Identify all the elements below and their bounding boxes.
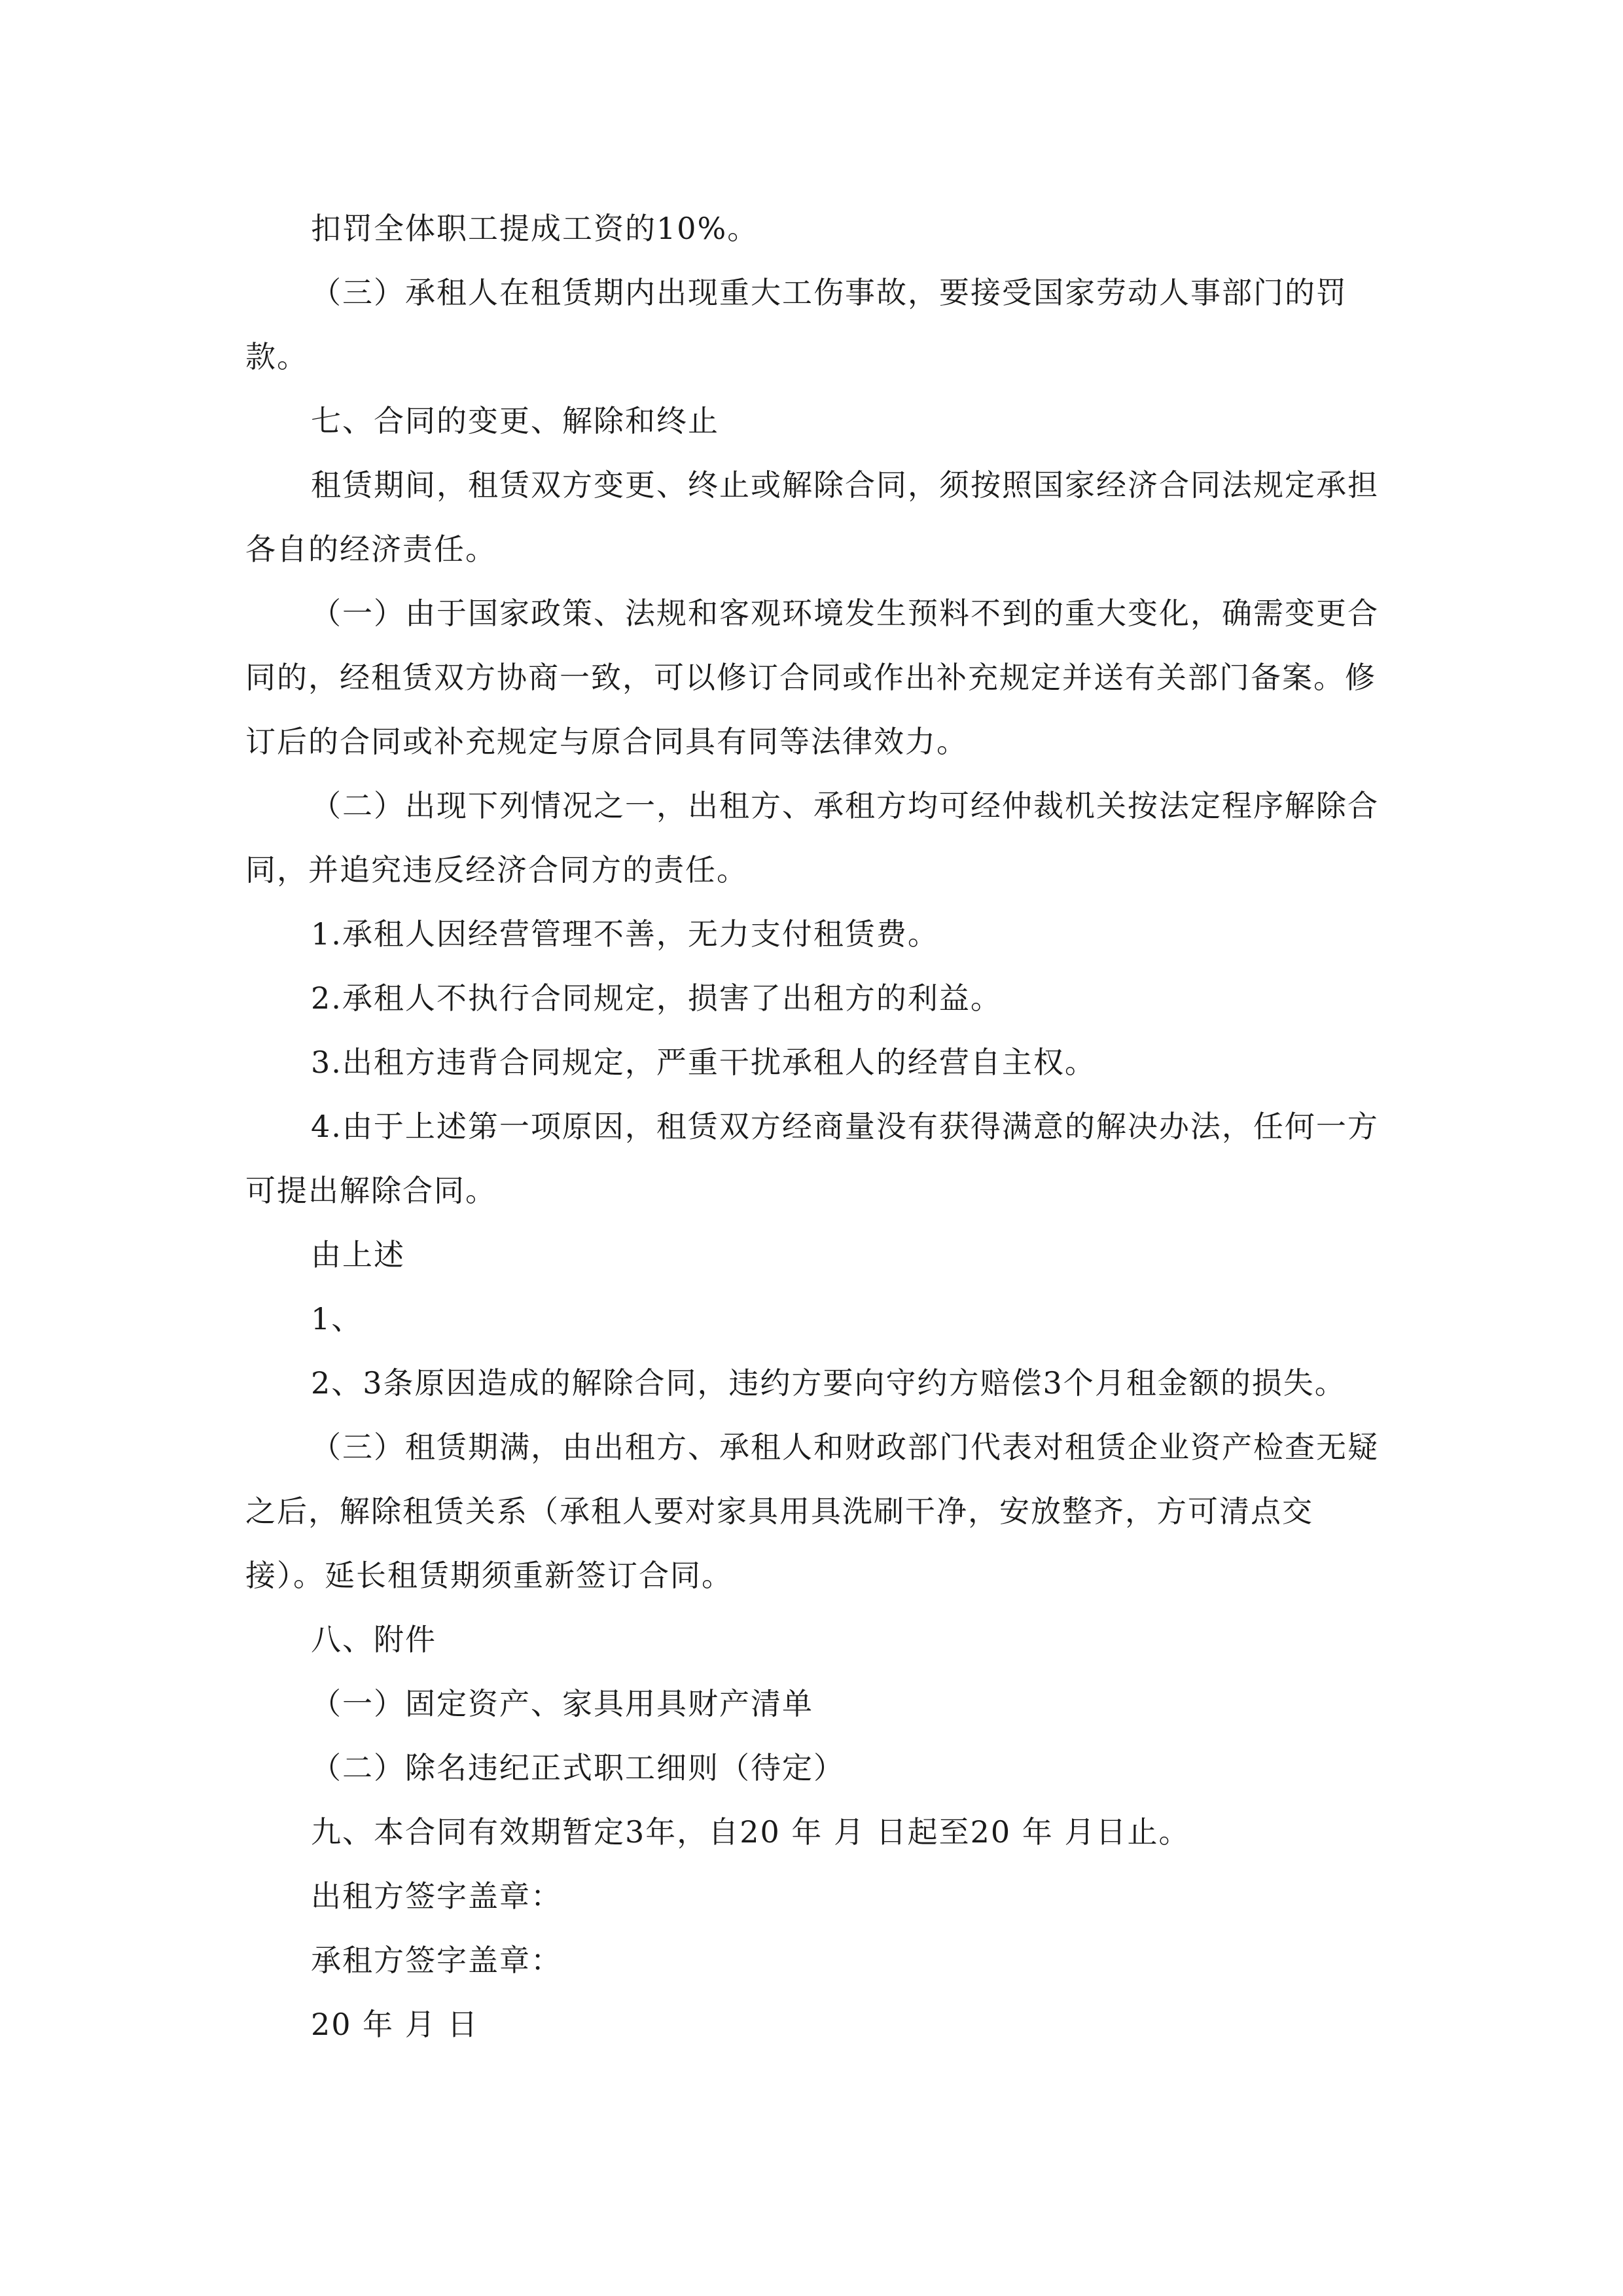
paragraph-work-injury: （三）承租人在租赁期内出现重大工伤事故，要接受国家劳动人事部门的罚款。	[245, 275, 1347, 374]
list-item-4: 4.由于上述第一项原因，租赁双方经商量没有获得满意的解决办法，任何一方可提出解除合同。	[245, 1109, 1379, 1208]
lessor-signature-line: 出租方签字盖章：	[311, 1878, 562, 1914]
paragraph-clause-3: （三）租赁期满，由出租方、承租人和财政部门代表对租赁企业资产检查无疑之后，解除租赁关系（承租人要对家具用具洗刷干净，安放整齐，方可清点交接）。延长租赁期须重新签订合同。	[245, 1429, 1379, 1593]
paragraph-clause-2: （二）出现下列情况之一，出租方、承租方均可经仲裁机关按法定程序解除合同，并追究违反经济合同方的责任。	[245, 788, 1379, 888]
paragraph-clause-1: （一）由于国家政策、法规和客观环境发生预料不到的重大变化，确需变更合同的，经租赁双方协商一致，可以修订合同或作出补充规定并送有关部门备案。修订后的合同或补充规定与原合同具有同等法律效力。	[245, 596, 1379, 759]
attachment-1: （一）固定资产、家具用具财产清单	[311, 1686, 813, 1721]
section-heading-7: 七、合同的变更、解除和终止	[311, 403, 719, 439]
paragraph-compensation: 2、3条原因造成的解除合同，违约方要向守约方赔偿3个月租金额的损失。	[311, 1365, 1346, 1401]
paragraph-from-above: 由上述	[311, 1237, 405, 1272]
list-item-1: 1.承租人因经营管理不善，无力支付租赁费。	[311, 916, 939, 952]
lessee-signature-line: 承租方签字盖章：	[311, 1943, 562, 1978]
list-item-3: 3.出租方违背合同规定，严重干扰承租人的经营自主权。	[311, 1045, 1096, 1080]
section-heading-8: 八、附件	[311, 1622, 437, 1657]
paragraph-lease-change: 租赁期间，租赁双方变更、终止或解除合同，须按照国家经济合同法规定承担各自的经济责任。	[245, 467, 1379, 567]
list-item-2: 2.承租人不执行合同规定，损害了出租方的利益。	[311, 980, 1002, 1016]
document-body	[245, 196, 1391, 2056]
paragraph-penalty-continuation: 扣罚全体职工提成工资的10%。	[311, 211, 759, 246]
attachment-2: （二）除名违纪正式职工细则（待定）	[311, 1750, 845, 1785]
date-line: 20 年 月 日	[311, 2007, 479, 2042]
section-heading-9: 九、本合同有效期暂定3年，自20 年 月 日起至20 年 月日止。	[311, 1814, 1190, 1850]
paragraph-item-marker: 1、	[311, 1301, 363, 1336]
